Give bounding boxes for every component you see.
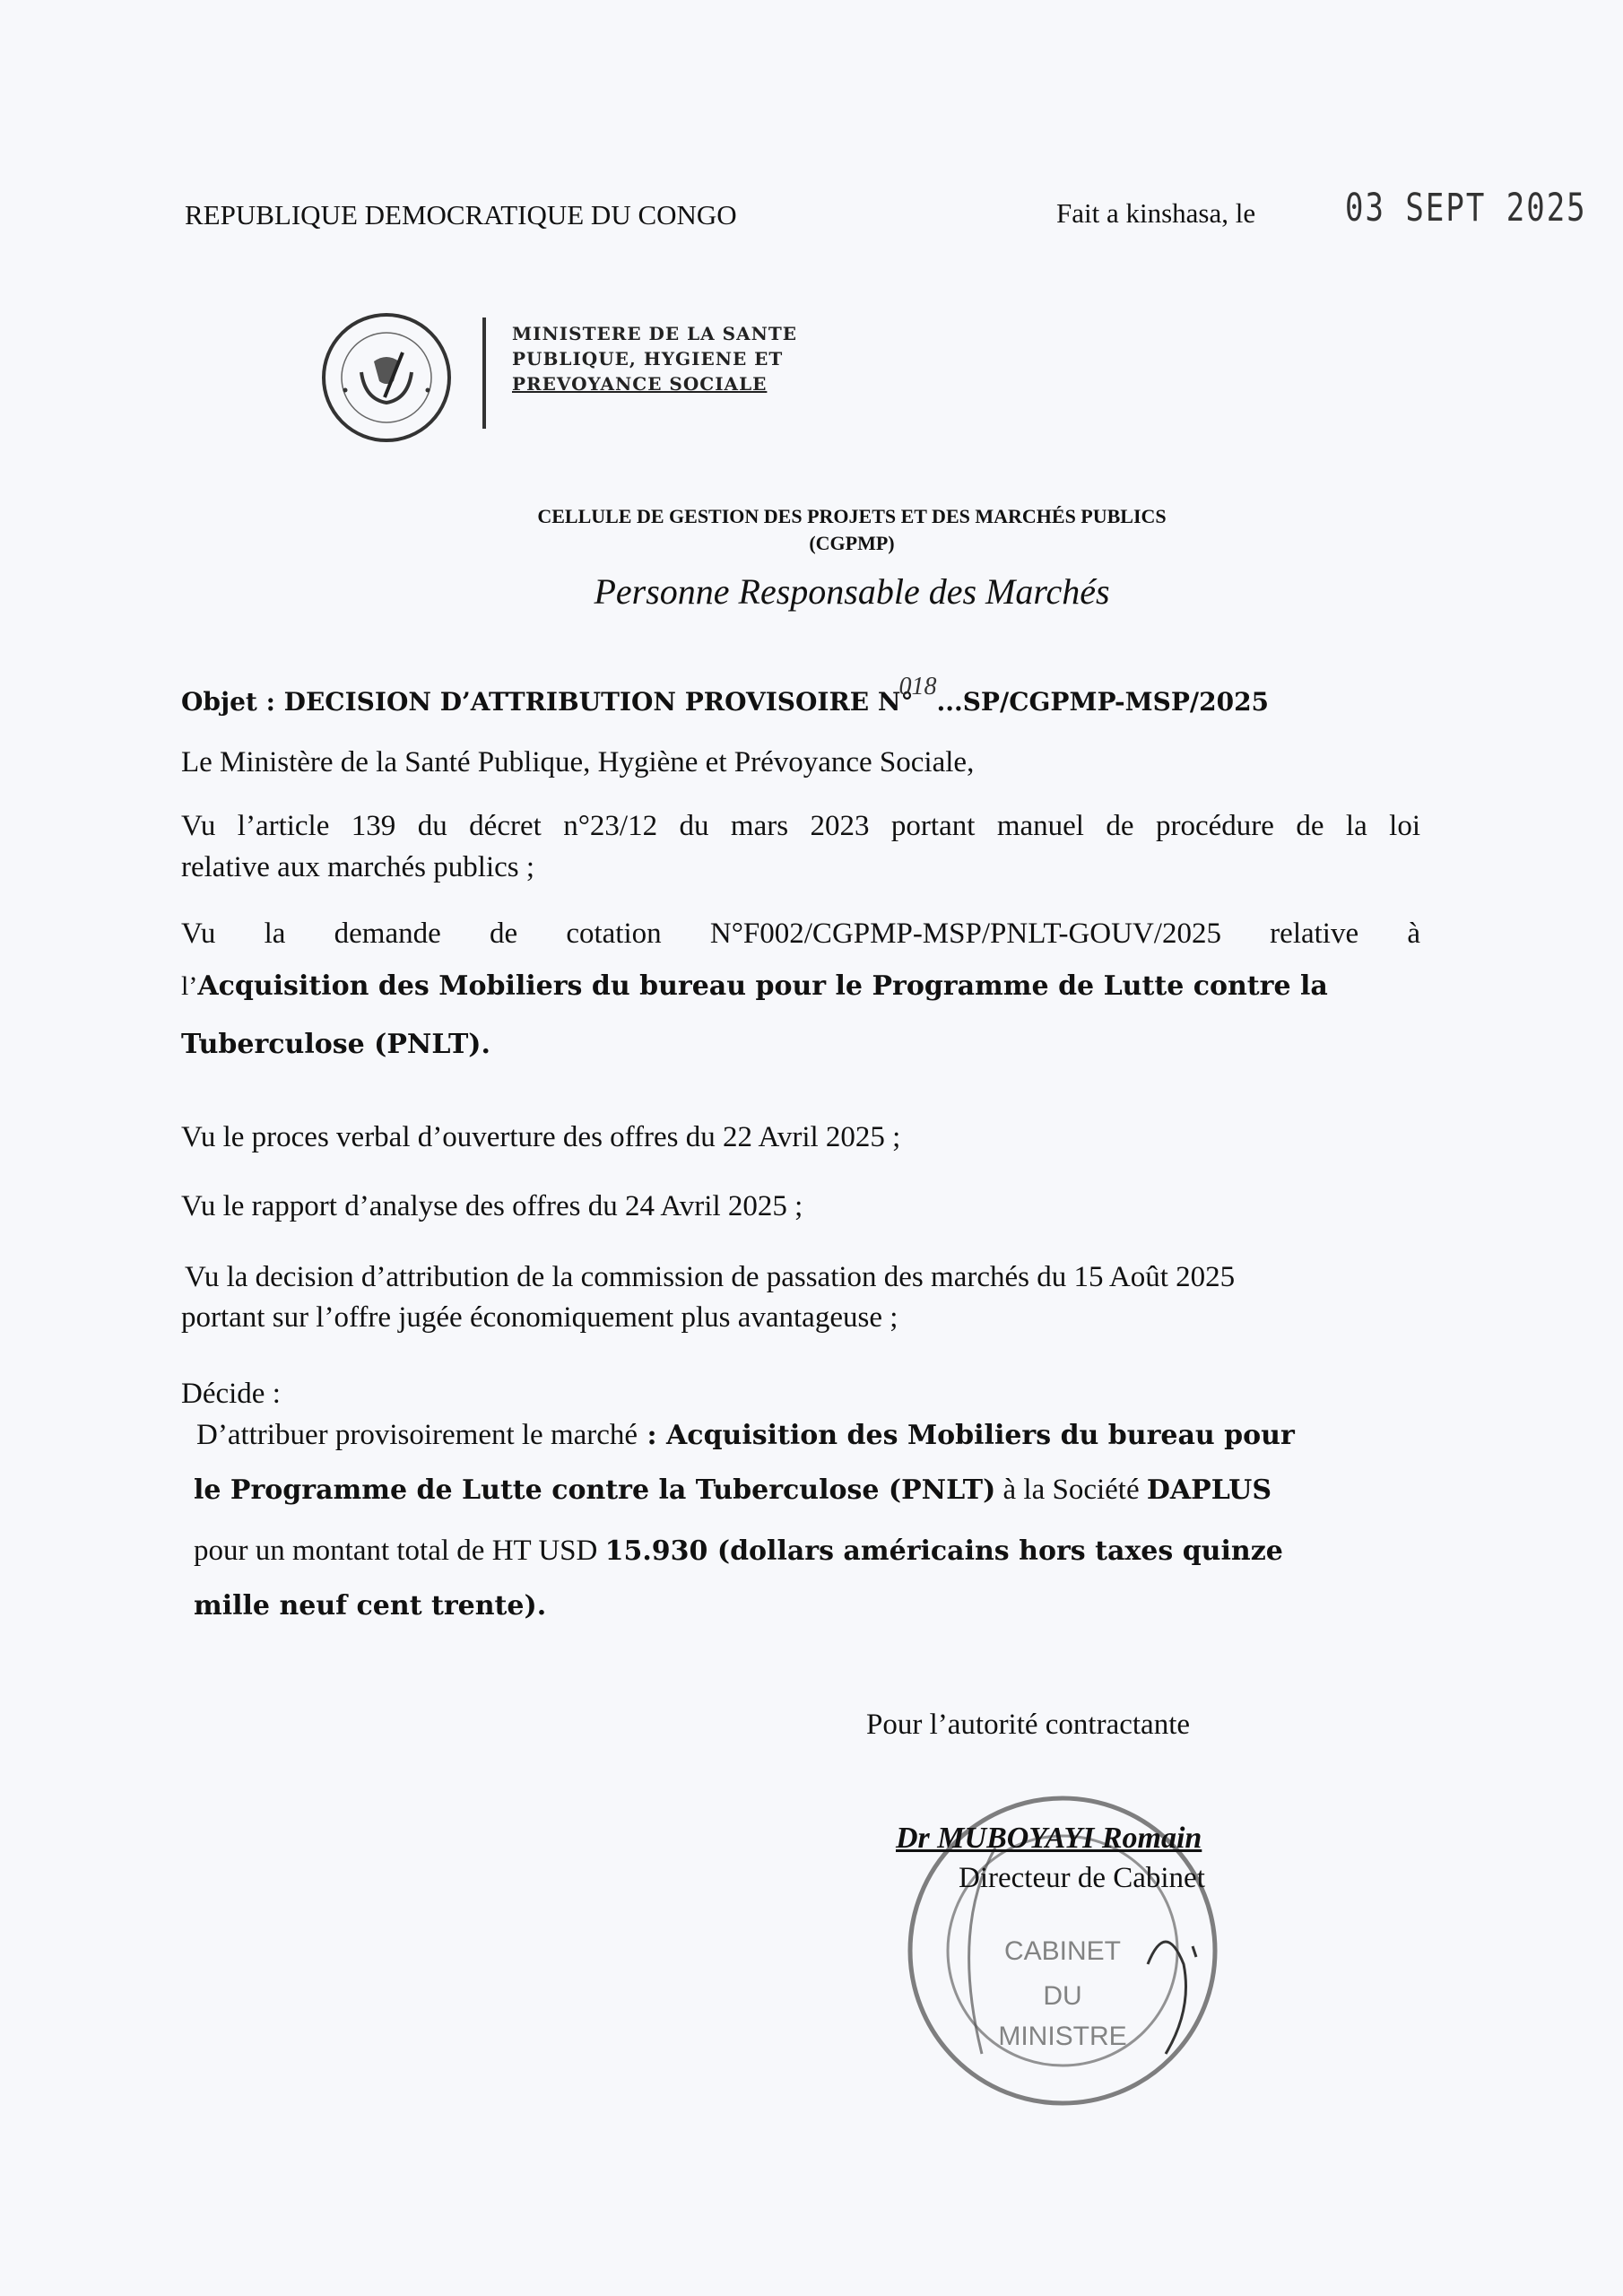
decide-label: Décide :: [181, 1378, 281, 1410]
signatory-name: Dr MUBOYAYI Romain: [896, 1822, 1202, 1855]
ministry-line-3: PREVOYANCE SOCIALE: [512, 373, 768, 395]
svg-text:DU: DU: [1043, 1981, 1082, 2011]
svg-text:CABINET: CABINET: [1003, 1936, 1122, 1966]
decision-line-3: [194, 1533, 1283, 1570]
amount-bold: 15.930 (dollars américains hors taxes quinze: [604, 1535, 1283, 1567]
decision-text: D’attribuer provisoirement le marché: [196, 1419, 638, 1451]
unit-role: Personne Responsable des Marchés: [594, 571, 1110, 612]
decision-bold: le Programme de Lutte contre la Tuberculose (PNLT): [194, 1474, 996, 1506]
logo-divider: [482, 317, 486, 429]
date-stamp: 03 SEPT 2025: [1345, 186, 1587, 230]
vu-demande-line-1: Vu la demande de cotation N°F002/CGPMP-MSP/PNLT-GOUV/2025 relative à: [181, 918, 1420, 950]
government-seal-logo: [318, 309, 455, 446]
vu-demande-line-2: [181, 969, 1328, 1004]
svg-text:MINISTRE: MINISTRE: [998, 2022, 1127, 2051]
vu-article-line-1: Vu l’article 139 du décret n°23/12 du mars 2023 portant manuel de procédure de la loi: [181, 810, 1420, 842]
unit-acronym: (CGPMP): [809, 532, 895, 554]
prefix-text: l’: [181, 971, 198, 1001]
unit-name: CELLULE DE GESTION DES PROJETS ET DES MARCHÉS PUBLICS: [537, 505, 1167, 527]
handwritten-number: 018: [898, 673, 937, 700]
vu-demande-line-3: Tuberculose (PNLT).: [181, 1029, 490, 1060]
vu-article-line-2: relative aux marchés publics ;: [181, 851, 535, 883]
ministry-line-1: MINISTERE DE LA SANTE: [512, 323, 797, 344]
signatory-title: Directeur de Cabinet: [959, 1862, 1205, 1894]
vu-proces-verbal: Vu le proces verbal d’ouverture des offres du 22 Avril 2025 ;: [181, 1121, 901, 1153]
place-label: Fait a kinshasa, le: [1056, 197, 1256, 229]
decision-line-2: [194, 1472, 1271, 1509]
vu-decision-line-2: portant sur l’offre jugée économiquement plus avantageuse ;: [181, 1301, 898, 1334]
ministry-line-2: PUBLIQUE, HYGIENE ET: [512, 348, 784, 370]
subject-line: [181, 673, 1270, 721]
decision-line-1: [196, 1417, 1295, 1454]
vu-rapport: Vu le rapport d’analyse des offres du 24 Avril 2025 ;: [181, 1190, 803, 1222]
country-heading: REPUBLIQUE DEMOCRATIQUE DU CONGO: [185, 199, 737, 230]
decision-bold: : Acquisition des Mobiliers du bureau pour: [638, 1420, 1295, 1451]
subject-text: Objet : DECISION D’ATTRIBUTION PROVISOIRE N°: [181, 687, 914, 717]
company-name: DAPLUS: [1146, 1474, 1271, 1506]
vu-decision-line-1: Vu la decision d’attribution de la commission de passation des marchés du 15 Août 2025: [185, 1261, 1236, 1293]
acquisition-title: Acquisition des Mobiliers du bureau pour le Programme de Lutte contre la: [197, 970, 1328, 1002]
subject-suffix: ...SP/CGPMP-MSP/2025: [936, 687, 1270, 717]
decision-text: à la Société: [995, 1474, 1147, 1506]
decision-line-4: mille neuf cent trente).: [194, 1590, 547, 1622]
decision-text: pour un montant total de HT USD: [194, 1535, 605, 1567]
for-authority-label: Pour l’autorité contractante: [866, 1709, 1191, 1741]
intro-text: Le Ministère de la Santé Publique, Hygiène et Prévoyance Sociale,: [181, 746, 975, 778]
